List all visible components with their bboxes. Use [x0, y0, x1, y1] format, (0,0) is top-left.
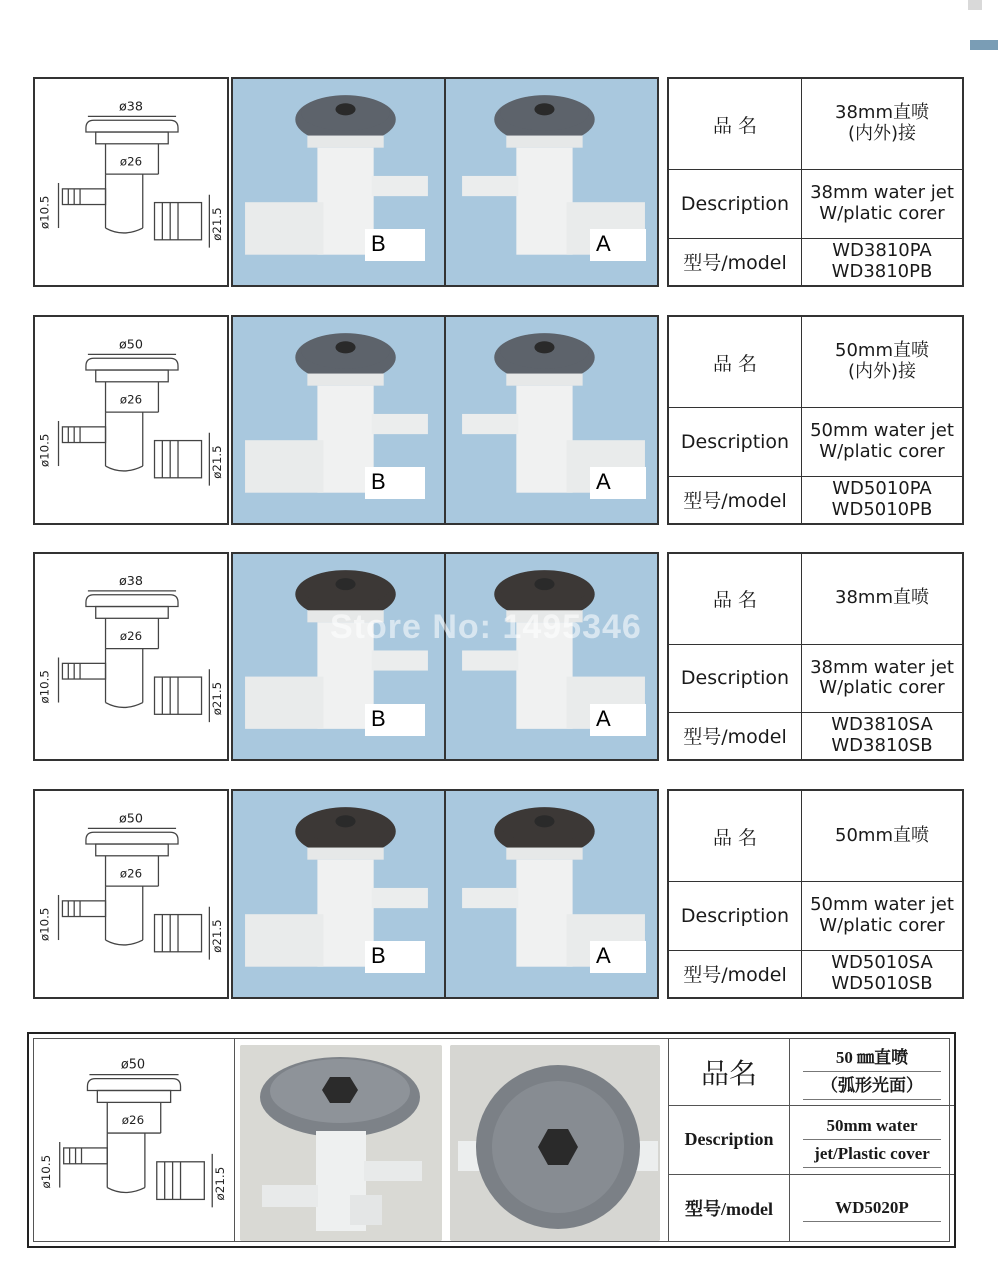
small-diameter-label: ø10.5	[38, 1154, 53, 1189]
description-value: 38mm water jet W/platic corer	[802, 644, 964, 712]
dimension-diagram	[33, 789, 229, 999]
description-key: Description	[668, 644, 802, 712]
spec-table	[667, 789, 964, 999]
inner-diameter-label: ø26	[119, 154, 143, 169]
model-value: WD3810PA WD3810PB	[802, 238, 964, 286]
dimension-diagram	[33, 77, 229, 287]
name-key: 品 名	[668, 553, 802, 644]
model-value: WD5020P	[790, 1174, 955, 1241]
variant-label-a: A	[590, 467, 646, 499]
side-diameter-label: ø21.5	[210, 207, 225, 241]
spec-table	[667, 77, 964, 287]
side-diameter-label: ø21.5	[213, 1166, 228, 1201]
top-diameter-label: ø38	[119, 573, 143, 589]
description-key: Description	[669, 1106, 790, 1175]
variant-label-b: B	[365, 704, 425, 736]
name-key: 品 名	[668, 790, 802, 882]
variant-label-a: A	[590, 229, 646, 261]
variant-label-b: B	[365, 467, 425, 499]
variant-label-a: A	[590, 941, 646, 973]
product-photos	[231, 77, 659, 287]
description-value: 50mm water jet/Plastic cover	[790, 1106, 955, 1175]
name-value: 50mm直喷	[802, 790, 964, 882]
description-value: 50mm water jet W/platic corer	[802, 882, 964, 951]
name-key: 品 名	[668, 316, 802, 408]
dimension-diagram	[34, 1039, 235, 1241]
name-key: 品名	[669, 1039, 790, 1106]
product-row-5	[27, 1032, 956, 1248]
model-key: 型号/model	[668, 950, 802, 998]
spec-table	[667, 552, 964, 761]
name-value: 38mm直喷 (内外)接	[802, 78, 964, 170]
dimension-diagram	[33, 552, 229, 761]
dimension-diagram	[33, 315, 229, 525]
name-key: 品 名	[668, 78, 802, 170]
inner-diameter-label: ø26	[119, 866, 143, 881]
side-diameter-label: ø21.5	[210, 919, 225, 953]
store-watermark: Store No: 1495346	[330, 608, 642, 646]
model-value: WD3810SA WD3810SB	[802, 712, 964, 760]
product-row-1	[33, 77, 964, 287]
product-photo-b	[233, 554, 446, 759]
corner-decoration	[968, 0, 982, 10]
top-diameter-label: ø50	[119, 337, 143, 353]
name-value: 38mm直喷	[802, 553, 964, 644]
description-key: Description	[668, 882, 802, 951]
product-photo-a	[446, 554, 657, 759]
model-value: WD5010PA WD5010PB	[802, 476, 964, 524]
product-photo-b	[233, 79, 446, 285]
variant-label-b: B	[365, 229, 425, 261]
model-key: 型号/model	[668, 238, 802, 286]
corner-tab	[970, 40, 998, 50]
product-photos	[231, 789, 659, 999]
model-value: WD5010SA WD5010SB	[802, 950, 964, 998]
product-photo-b	[233, 791, 446, 997]
product-photo-a	[446, 317, 657, 523]
name-value: 50 ㎜直喷 （弧形光面）	[790, 1039, 955, 1106]
product-photo-b	[233, 317, 446, 523]
description-key: Description	[668, 408, 802, 477]
top-diameter-label: ø38	[119, 99, 143, 115]
small-diameter-label: ø10.5	[37, 670, 52, 704]
product-photo-top	[450, 1045, 660, 1241]
product-row-3	[33, 552, 964, 761]
description-value: 38mm water jet W/platic corer	[802, 170, 964, 239]
product-row-4	[33, 789, 964, 999]
side-diameter-label: ø21.5	[210, 445, 225, 479]
model-key: 型号/model	[669, 1174, 790, 1241]
product-photo-a	[446, 791, 657, 997]
model-key: 型号/model	[668, 476, 802, 524]
name-value: 50mm直喷 (内外)接	[802, 316, 964, 408]
variant-label-a: A	[590, 704, 646, 736]
top-diameter-label: ø50	[119, 811, 143, 827]
spec-table	[668, 1039, 954, 1241]
side-diameter-label: ø21.5	[210, 681, 225, 716]
description-key: Description	[668, 170, 802, 239]
small-diameter-label: ø10.5	[37, 433, 52, 468]
small-diameter-label: ø10.5	[37, 907, 52, 942]
inner-diameter-label: ø26	[121, 1113, 145, 1128]
small-diameter-label: ø10.5	[37, 195, 52, 230]
product-photo-a	[446, 79, 657, 285]
model-key: 型号/model	[668, 712, 802, 760]
variant-label-b: B	[365, 941, 425, 973]
top-diameter-label: ø50	[120, 1057, 146, 1073]
description-value: 50mm water jet W/platic corer	[802, 408, 964, 477]
spec-table	[667, 315, 964, 525]
inner-diameter-label: ø26	[119, 628, 143, 643]
product-photos	[231, 315, 659, 525]
product-photos	[231, 552, 659, 761]
product-photo-side	[240, 1045, 442, 1241]
inner-diameter-label: ø26	[119, 392, 143, 407]
product-row-2	[33, 315, 964, 525]
